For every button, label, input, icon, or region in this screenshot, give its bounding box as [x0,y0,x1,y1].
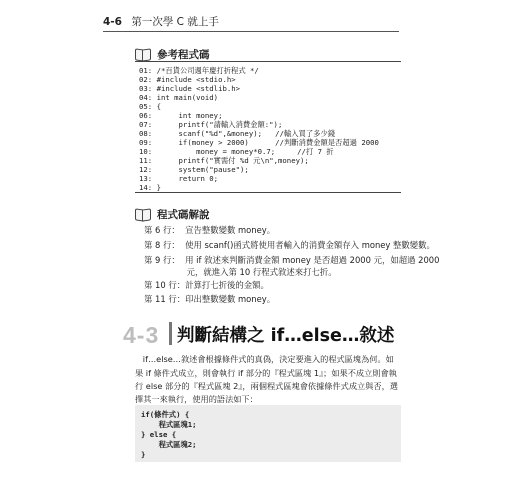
explanation-line: 第 9 行： 用 if 敘述來判斷消費金額 money 是否超過 2000 元，如超過 2000 [144,255,440,265]
code-section-heading [135,47,210,62]
code-line: 14: } [139,183,161,192]
book-icon [135,49,151,61]
code-line: 02: #include <stdio.h> [139,75,236,84]
code-listing [135,61,401,193]
code-line: 07: printf("請輸入消費金額:"); [139,120,283,129]
syntax-line: } [141,450,146,459]
running-header [103,14,219,29]
explanation-line: 元，就進入第 10 行程式敘述來打七折。 [144,267,337,277]
code-line: 05: { [139,102,161,111]
header-rule [103,31,399,32]
heading-divider [169,322,172,345]
code-line: 04: int main(void) [139,93,219,102]
code-line: 08: scanf("%d",&money); //輸入買了多少錢 [139,129,336,138]
code-line: 01: /*百貨公司週年慶打折程式 */ [139,66,259,75]
code-line: 11: printf("實需付 %d 元\n",money); [139,156,309,165]
paragraph-line: 擇其一來執行，使用的語法如下： [135,394,258,404]
chapter-title: 第一次學 C 就上手 [131,16,219,28]
page-number: 4-6 [103,16,122,28]
code-section-title: 參考程式碼 [157,49,210,61]
code-line: 06: int money; [139,111,223,120]
syntax-block [135,405,401,462]
code-line: 09: if(money > 2000) //判斷消費金額是否超過 2000 [139,138,379,147]
syntax-line: 程式區塊2; [141,440,197,449]
paragraph-line: 果 if 條件式成立，則會執行 if 部分的『程式區塊 1』；如果不成立則會執 [135,368,397,378]
syntax-line: if(條件式) { [141,410,190,419]
syntax-line: } else { [141,430,177,439]
explanation-line: 第 10 行：計算打七折後的金額。 [144,280,269,290]
syntax-line: 程式區塊1; [141,420,197,429]
explanation-line: 第 8 行： 使用 scanf()函式將使用者輸入的消費金額存入 money 整數變數。 [144,240,435,250]
section-number: 4-3 [123,322,160,348]
explanation-line: 第 11 行：印出整數變數 money。 [144,294,276,304]
paragraph-line: 行 else 部分的『程式區塊 2』，兩個程式區塊會依據條件式成立與否，選 [135,381,398,391]
paragraph-line: if…else…敘述會根據條件式的真偽，決定要進入的程式區塊為何。如 [135,354,394,364]
book-icon [135,209,151,221]
explain-section-title: 程式碼解說 [157,209,210,221]
code-line: 03: #include <stdlib.h> [139,84,241,93]
code-line: 12: system("pause"); [139,165,249,174]
explanation-line: 第 6 行： 宣告整數變數 money。 [144,225,276,235]
section-title: 判斷結構之 if…else…敘述 [177,326,395,346]
explain-section-heading [135,207,210,222]
code-line: 10: money = money*0.7; //打 7 折 [139,147,334,156]
code-line: 13: return 0; [139,174,219,183]
